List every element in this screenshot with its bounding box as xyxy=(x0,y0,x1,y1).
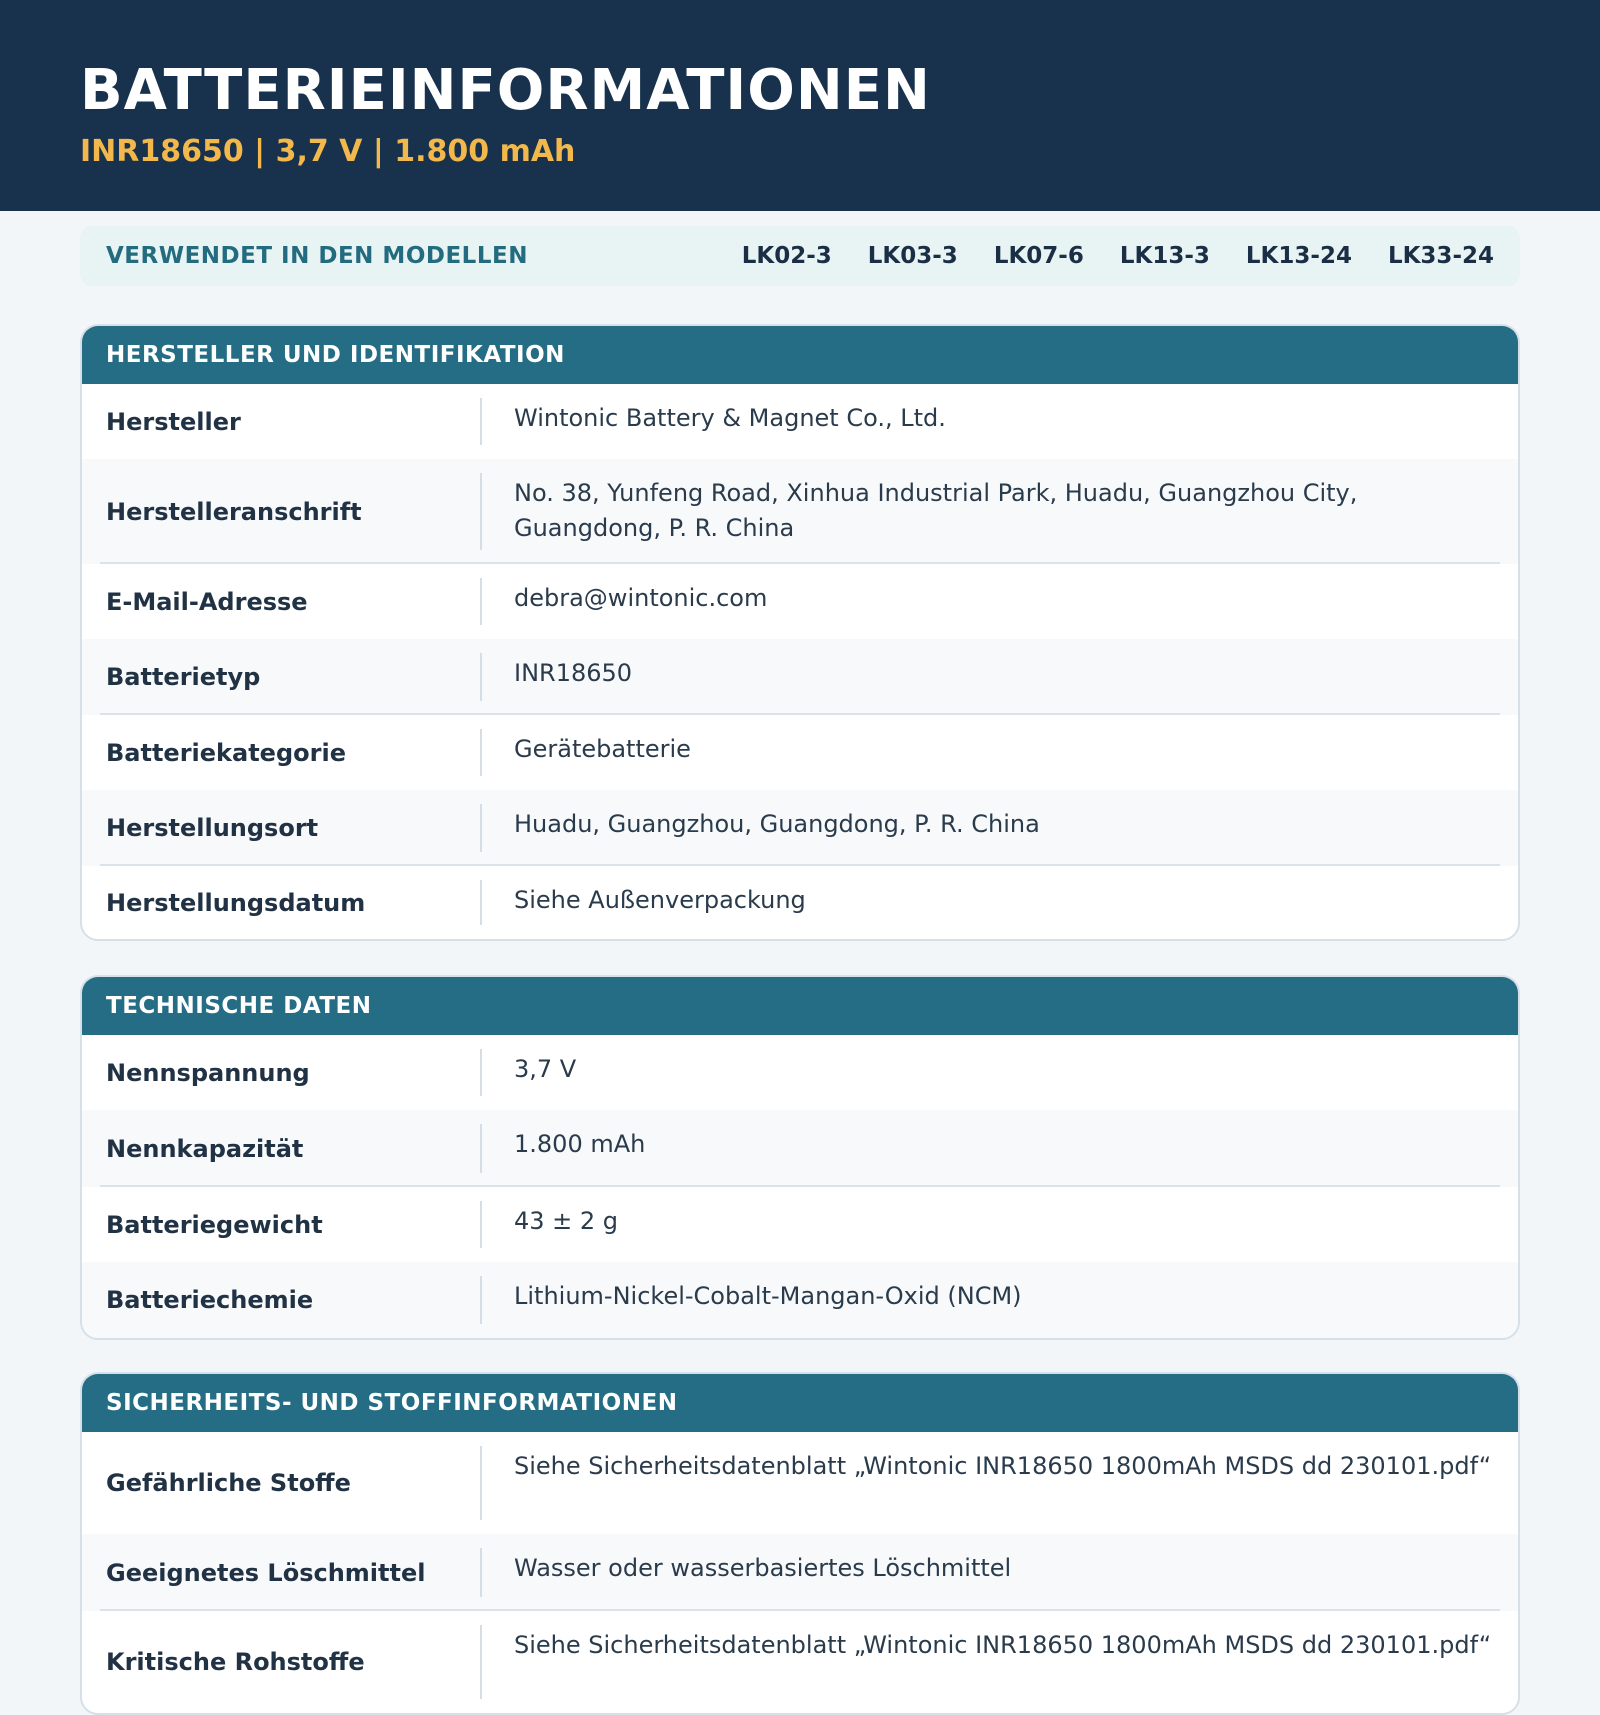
row-value: debra@wintonic.com xyxy=(514,584,768,612)
row-label: E-Mail-Adresse xyxy=(82,578,482,625)
models-bar xyxy=(80,226,1520,286)
row-label: Batterietyp xyxy=(82,653,482,701)
row-label: Herstellungsort xyxy=(82,804,482,852)
table-row xyxy=(82,1035,1518,1110)
table-row xyxy=(82,1262,1518,1338)
section-title: SICHERHEITS- UND STOFFINFORMATIONEN xyxy=(82,1374,1518,1432)
section-technical xyxy=(80,975,1520,1340)
row-value: Huadu, Guangzhou, Guangdong, P. R. China xyxy=(514,810,1040,838)
table-row xyxy=(82,1110,1518,1187)
table-row xyxy=(82,1534,1518,1611)
row-label: Batteriechemie xyxy=(82,1276,482,1324)
row-value: No. 38, Yunfeng Road, Xinhua Industrial Park, Huadu, Guangzhou City, Guangdong, P. R. China xyxy=(514,479,1358,542)
models-label: VERWENDET IN DEN MODELLEN xyxy=(106,243,528,269)
row-value: 3,7 V xyxy=(514,1055,577,1083)
section-safety xyxy=(80,1372,1520,1715)
row-label: Kritische Rohstoffe xyxy=(82,1625,482,1699)
model-tag: LK33-24 xyxy=(1387,243,1494,269)
table-row xyxy=(82,384,1518,459)
model-tag: LK02-3 xyxy=(741,243,832,269)
model-tag: LK13-24 xyxy=(1245,243,1352,269)
row-value: Siehe Sicherheitsdatenblatt „Wintonic INR18650 1800mAh MSDS dd 230101.pdf“ xyxy=(514,1631,1492,1659)
table-row xyxy=(82,459,1518,564)
row-value: Siehe Außenverpackung xyxy=(514,886,806,914)
table-row xyxy=(82,715,1518,790)
table-row xyxy=(82,639,1518,715)
page-title: BATTERIEINFORMATIONEN xyxy=(80,58,931,123)
table-row xyxy=(82,1611,1518,1713)
table-row xyxy=(82,1432,1518,1534)
model-tag: LK13-3 xyxy=(1119,243,1210,269)
row-value: INR18650 xyxy=(514,659,633,687)
row-value: Wasser oder wasserbasiertes Löschmittel xyxy=(514,1554,1012,1582)
row-label: Geeignetes Löschmittel xyxy=(82,1548,482,1597)
row-label: Herstelleranschrift xyxy=(82,473,482,550)
row-value: Siehe Sicherheitsdatenblatt „Wintonic INR18650 1800mAh MSDS dd 230101.pdf“ xyxy=(514,1452,1492,1480)
section-title: HERSTELLER UND IDENTIFIKATION xyxy=(82,326,1518,384)
table-row xyxy=(82,1187,1518,1262)
row-value: Lithium-Nickel-Cobalt-Mangan-Oxid (NCM) xyxy=(514,1282,1022,1310)
models-list xyxy=(742,243,1494,269)
model-tag: LK03-3 xyxy=(867,243,958,269)
page-subtitle: INR18650 | 3,7 V | 1.800 mAh xyxy=(80,134,576,169)
section-title: TECHNISCHE DATEN xyxy=(82,977,1518,1035)
row-label: Gefährliche Stoffe xyxy=(82,1446,482,1520)
section-manufacturer xyxy=(80,324,1520,941)
row-value: 43 ± 2 g xyxy=(514,1207,619,1235)
row-value: Gerätebatterie xyxy=(514,735,691,763)
table-row xyxy=(82,790,1518,866)
table-row xyxy=(82,564,1518,639)
row-label: Batteriegewicht xyxy=(82,1201,482,1248)
row-label: Nennkapazität xyxy=(82,1124,482,1173)
row-label: Hersteller xyxy=(82,398,482,445)
row-value: Wintonic Battery & Magnet Co., Ltd. xyxy=(514,404,946,432)
table-row xyxy=(82,866,1518,939)
row-value: 1.800 mAh xyxy=(514,1130,646,1158)
model-tag: LK07-6 xyxy=(993,243,1084,269)
row-label: Batteriekategorie xyxy=(82,729,482,776)
row-label: Nennspannung xyxy=(82,1049,482,1096)
row-label: Herstellungsdatum xyxy=(82,880,482,925)
page-header xyxy=(0,0,1600,211)
